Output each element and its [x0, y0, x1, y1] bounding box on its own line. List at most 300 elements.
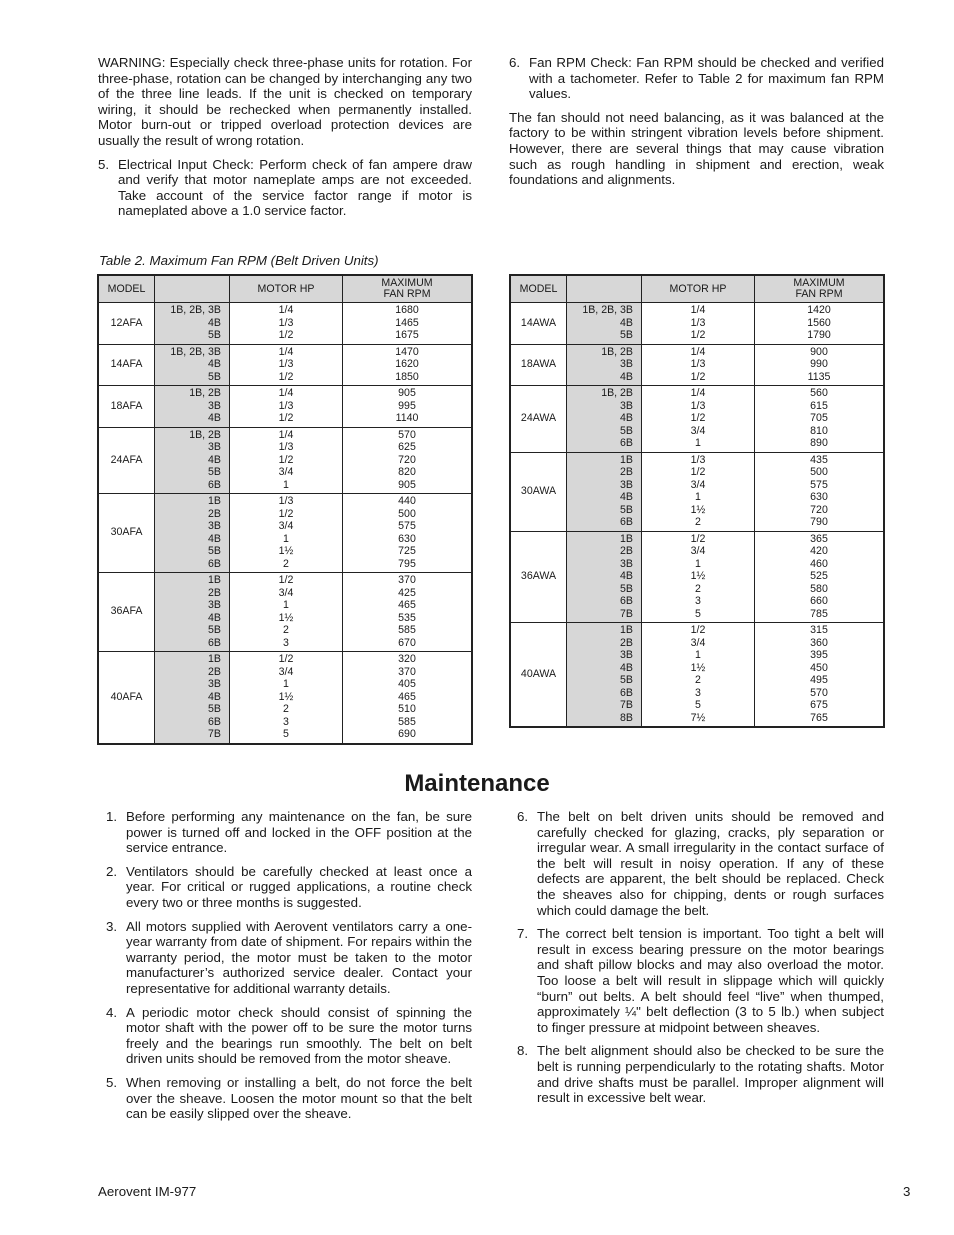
motor-cell-value: 5B — [620, 503, 633, 516]
rpm-cell — [343, 573, 472, 652]
motor-cell — [567, 531, 642, 623]
motor-cell-value: 1B, 2B, 3B — [170, 345, 221, 358]
rpm-cell-value: 420 — [810, 545, 828, 557]
rpm-cell-value: 675 — [810, 699, 828, 711]
motor-cell-value: 5B — [208, 703, 221, 715]
rpm-cell-value: 365 — [810, 532, 828, 545]
hp-cell — [230, 573, 343, 652]
maintenance-item-text: The belt on belt driven units should be removed and carefully checked for glazing, cracks, ply separation or irregular wear. A small irregularity in the contact surface of the belt will result in noisy operation. If any of these defects are apparent, the belt should be replaced. Check the sheaves also for chipping, dents or rough surfaces which could damage the belt. — [537, 809, 884, 918]
hp-cell-value: 3/4 — [278, 586, 294, 599]
motor-cell — [155, 344, 230, 386]
hp-cell-value: 2 — [695, 516, 701, 528]
maintenance-item-text: The correct belt tension is important. Too tight a belt will result in excess bearing pressure on the motor bearings and shaft pillow blocks and may also overload the motor. Too loose a belt will result in slippage which will quickly “burn” out belts. A belt should feel “live” when thumped, approximately ¼" belt deflection (3 to 5 lb.) when subject to finger pressure at midpoint between sheaves. — [537, 926, 884, 1035]
model-cell: 40AWA — [511, 623, 567, 727]
motor-cell-value: 7B — [620, 607, 633, 620]
motor-cell-value: 2B — [208, 507, 221, 520]
hp-cell-value: 1/2 — [690, 466, 706, 478]
rpm-cell-value: 1680 — [395, 304, 419, 316]
rpm-cell — [755, 386, 884, 453]
motor-cell-value: 4B — [208, 611, 221, 624]
motor-cell-value: 4B — [620, 370, 633, 383]
rpm-cell-value: 370 — [398, 574, 416, 586]
item-6-text: Fan RPM Check: Fan RPM should be checked and verified with a tachometer. Refer to Table 2 for maximum fan RPM values. — [529, 55, 884, 102]
motor-cell-value: 3B — [620, 557, 633, 570]
rpm-cell-value: 720 — [398, 453, 416, 466]
motor-cell-value: 1B, 2B — [601, 345, 633, 358]
table-row — [99, 344, 472, 386]
rpm-cell-value: 450 — [810, 661, 828, 674]
hp-cell-value: 1/2 — [278, 370, 294, 383]
rpm-cell — [343, 303, 472, 345]
hp-cell-value: 2 — [695, 674, 701, 686]
model-cell: 36AFA — [99, 573, 155, 652]
header-motor — [567, 276, 642, 303]
rpm-cell-value: 1135 — [807, 370, 831, 383]
maintenance-item — [106, 1005, 472, 1067]
table-row — [511, 452, 884, 531]
rpm-cell-value: 460 — [810, 557, 828, 570]
rpm-cell-value: 465 — [398, 690, 416, 703]
motor-cell-value: 1B — [620, 453, 633, 466]
hp-cell — [642, 452, 755, 531]
rpm-cell-value: 320 — [398, 653, 416, 665]
motor-cell-value: 2B — [208, 665, 221, 678]
motor-cell — [155, 427, 230, 494]
maintenance-item-text: The belt alignment should also be checked to be sure the belt is running perpendicularly to the rotating shafts. Motor and drive shafts must be parallel. Improper alignment will result in excessive belt wear. — [537, 1043, 884, 1106]
hp-cell-value: 1/3 — [278, 441, 294, 453]
motor-cell-value: 5B — [208, 545, 221, 557]
hp-cell-value: 5 — [283, 728, 289, 740]
rpm-cell — [755, 303, 884, 345]
motor-cell-value: 5B — [620, 424, 633, 437]
header-motor — [155, 276, 230, 303]
item-5 — [98, 157, 472, 219]
top-right-column — [509, 55, 884, 188]
motor-cell-value: 5B — [620, 329, 633, 341]
table-row — [99, 386, 472, 428]
hp-cell-value: 1/2 — [278, 574, 294, 586]
hp-cell-value: 3 — [695, 686, 701, 699]
hp-cell-value: 3/4 — [278, 665, 294, 678]
maintenance-item — [517, 809, 884, 918]
top-left-column — [98, 55, 472, 219]
header-max-line1: MAXIMUM — [793, 277, 845, 289]
hp-cell-value: 3/4 — [278, 466, 294, 478]
maintenance-item-text: When removing or installing a belt, do not force the belt over the sheave. Loosen the motor mount so that the belt can be easily slipped over the sheave. — [126, 1074, 472, 1122]
rpm-table-left — [98, 275, 472, 744]
hp-cell-value: 5 — [695, 607, 701, 620]
maintenance-item-text: Before performing any maintenance on the fan, be sure power is turned off and locked in the OFF position at the service entrance. — [126, 809, 472, 856]
rpm-cell-value: 570 — [810, 686, 828, 699]
hp-cell-value: 1/2 — [278, 412, 294, 424]
motor-cell — [567, 303, 642, 345]
hp-cell — [230, 386, 343, 428]
rpm-cell-value: 580 — [810, 582, 828, 595]
hp-cell-value: 3 — [695, 595, 701, 607]
motor-cell-value: 6B — [208, 636, 221, 649]
model-cell: 30AWA — [511, 452, 567, 531]
hp-cell-value: 3/4 — [690, 478, 706, 491]
hp-cell-value: 1½ — [690, 503, 706, 516]
hp-cell-value: 1/3 — [690, 316, 706, 329]
hp-cell-value: 1 — [283, 599, 289, 611]
motor-cell-value: 4B — [208, 412, 221, 424]
rpm-cell-value: 1675 — [395, 329, 419, 341]
hp-cell — [230, 652, 343, 744]
hp-cell — [642, 623, 755, 727]
model-cell: 18AWA — [511, 344, 567, 386]
table-row — [511, 386, 884, 453]
rpm-cell-value: 810 — [810, 424, 828, 437]
rpm-cell-value: 820 — [398, 466, 416, 478]
table-row — [511, 623, 884, 727]
table-row — [511, 344, 884, 386]
table-row — [99, 427, 472, 494]
hp-cell-value: 3/4 — [690, 636, 706, 649]
model-cell: 24AFA — [99, 427, 155, 494]
motor-cell — [567, 386, 642, 453]
hp-cell-value: 3 — [283, 636, 289, 649]
maintenance-right-column — [517, 809, 884, 1114]
hp-cell-value: 1 — [283, 678, 289, 690]
motor-cell-value: 4B — [620, 412, 633, 424]
motor-cell-value: 2B — [620, 545, 633, 557]
table-row — [99, 494, 472, 573]
rpm-cell-value: 1790 — [807, 329, 831, 341]
maintenance-item-number: 1. — [106, 809, 118, 824]
rpm-cell — [343, 494, 472, 573]
motor-cell-value: 1B — [620, 624, 633, 636]
hp-cell-value: 1½ — [278, 545, 294, 557]
hp-cell-value: 1/3 — [278, 495, 294, 507]
hp-cell-value: 3 — [283, 715, 289, 728]
hp-cell-value: 1/2 — [690, 532, 706, 545]
motor-cell-value: 3B — [208, 599, 221, 611]
rpm-cell-value: 705 — [810, 412, 828, 424]
rpm-cell-value: 995 — [398, 399, 416, 412]
hp-cell-value: 1 — [695, 437, 701, 449]
rpm-cell-value: 1140 — [395, 412, 419, 424]
motor-cell-value: 7B — [208, 728, 221, 740]
rpm-cell-value: 900 — [810, 345, 828, 358]
header-max-rpm — [755, 276, 884, 303]
rpm-cell-value: 660 — [810, 595, 828, 607]
model-cell: 18AFA — [99, 386, 155, 428]
motor-cell-value: 2B — [208, 586, 221, 599]
motor-cell-value: 1B — [620, 532, 633, 545]
rpm-cell — [343, 427, 472, 494]
rpm-cell — [755, 531, 884, 623]
hp-cell-value: 1/3 — [278, 316, 294, 329]
hp-cell-value: 1/3 — [690, 358, 706, 370]
rpm-cell — [755, 623, 884, 727]
hp-cell-value: 1/4 — [278, 304, 294, 316]
hp-cell-value: 1/2 — [278, 329, 294, 341]
hp-cell-value: 1/3 — [690, 399, 706, 412]
rpm-cell-value: 790 — [810, 516, 828, 528]
item-6-number: 6. — [509, 55, 521, 70]
hp-cell-value: 2 — [283, 624, 289, 636]
motor-cell-value: 4B — [208, 316, 221, 329]
maintenance-item-number: 5. — [106, 1074, 118, 1090]
motor-cell-value: 4B — [620, 491, 633, 503]
motor-cell-value: 1B, 2B, 3B — [170, 304, 221, 316]
header-max-line2: FAN RPM — [383, 288, 431, 300]
motor-cell-value: 1B — [208, 653, 221, 665]
maintenance-item — [517, 1043, 884, 1105]
rpm-cell-value: 500 — [398, 507, 416, 520]
hp-cell-value: 1/4 — [690, 387, 706, 399]
rpm-cell-value: 795 — [398, 557, 416, 570]
rpm-cell-value: 690 — [398, 728, 416, 740]
motor-cell-value: 3B — [620, 649, 633, 661]
maintenance-item — [106, 809, 472, 856]
motor-cell-value: 6B — [620, 516, 633, 528]
table-row — [99, 303, 472, 345]
motor-cell-value: 5B — [208, 370, 221, 383]
header-motor-hp: MOTOR HP — [230, 276, 343, 303]
hp-cell — [642, 344, 755, 386]
hp-cell — [230, 303, 343, 345]
hp-cell-value: 1/2 — [690, 370, 706, 383]
maintenance-item — [106, 919, 472, 997]
header-model: MODEL — [511, 276, 567, 303]
motor-cell-value: 6B — [208, 478, 221, 491]
rpm-cell-value: 395 — [810, 649, 828, 661]
motor-cell-value: 1B, 2B — [189, 428, 221, 441]
motor-cell-value: 6B — [620, 437, 633, 449]
model-cell: 14AFA — [99, 344, 155, 386]
rpm-cell-value: 785 — [810, 607, 828, 620]
table-row — [511, 303, 884, 345]
maintenance-item-number: 7. — [517, 926, 529, 942]
maintenance-item-number: 2. — [106, 863, 118, 879]
maintenance-item-text: All motors supplied with Aerovent ventilators carry a one-year warranty from date of shipment. For repairs within the warranty period, the motor must be taken to the motor manufacturer’s authorized service dealer. Contact your representative for additional warranty details. — [126, 918, 472, 996]
maintenance-item — [517, 926, 884, 1035]
motor-cell-value: 1B, 2B — [601, 387, 633, 399]
balancing-paragraph: The fan should not need balancing, as it was balanced at the factory to be within stringent vibration levels before shipment. However, there are several things that may cause vibration such as rough handling in shipment and erection, weak foundations and alignments. — [509, 109, 884, 188]
rpm-cell-value: 1465 — [395, 316, 419, 329]
hp-cell-value: 5 — [695, 699, 701, 711]
hp-cell-value: 1/2 — [690, 624, 706, 636]
hp-cell-value: 1 — [695, 649, 701, 661]
model-cell: 40AFA — [99, 652, 155, 744]
hp-cell-value: 1/3 — [278, 399, 294, 412]
hp-cell — [642, 303, 755, 345]
hp-cell-value: 1/2 — [278, 507, 294, 520]
rpm-cell-value: 575 — [398, 520, 416, 532]
motor-cell-value: 8B — [620, 711, 633, 724]
motor-cell — [155, 494, 230, 573]
header-max-rpm — [343, 276, 472, 303]
hp-cell-value: 2 — [283, 703, 289, 715]
rpm-cell-value: 440 — [398, 495, 416, 507]
motor-cell — [567, 623, 642, 727]
motor-cell-value: 5B — [208, 466, 221, 478]
hp-cell — [230, 494, 343, 573]
motor-cell — [155, 303, 230, 345]
item-6 — [509, 55, 884, 102]
rpm-cell-value: 990 — [810, 358, 828, 370]
rpm-cell-value: 720 — [810, 503, 828, 516]
motor-cell-value: 5B — [620, 674, 633, 686]
hp-cell-value: 1/2 — [278, 453, 294, 466]
motor-cell-value: 4B — [208, 453, 221, 466]
rpm-cell — [343, 344, 472, 386]
rpm-cell-value: 585 — [398, 624, 416, 636]
hp-cell — [230, 344, 343, 386]
rpm-cell-value: 570 — [398, 428, 416, 441]
table-row — [511, 531, 884, 623]
warning-paragraph: WARNING: Especially check three-phase units for rotation. For three-phase, rotation can be changed by interchanging any two of the three line leads. If the unit is checked on temporary wiring, it should be rechecked when permanently installed. Motor burn-out or tripped overload protection devices are usually the result of wrong rotation. — [98, 55, 472, 148]
rpm-table-right — [510, 275, 884, 727]
rpm-cell-value: 725 — [398, 545, 416, 557]
rpm-cell-value: 525 — [810, 570, 828, 582]
hp-cell-value: 1½ — [690, 661, 706, 674]
hp-cell-value: 1/4 — [690, 304, 706, 316]
motor-cell-value: 3B — [208, 441, 221, 453]
hp-cell-value: 1½ — [278, 690, 294, 703]
hp-cell-value: 2 — [283, 557, 289, 570]
motor-cell-value: 3B — [620, 399, 633, 412]
rpm-cell-value: 315 — [810, 624, 828, 636]
hp-cell — [642, 386, 755, 453]
header-max-line1: MAXIMUM — [381, 277, 433, 289]
maintenance-heading: Maintenance — [404, 770, 550, 797]
hp-cell-value: 1½ — [278, 611, 294, 624]
hp-cell-value: 1 — [283, 478, 289, 491]
rpm-cell-value: 630 — [398, 532, 416, 545]
rpm-cell-value: 370 — [398, 665, 416, 678]
hp-cell-value: 1 — [695, 557, 701, 570]
hp-cell-value: 1/4 — [690, 345, 706, 358]
maintenance-item-text: Ventilators should be carefully checked at least once a year. For critical or rugged applications, a routine check every two or three months is suggested. — [126, 863, 472, 910]
motor-cell-value: 4B — [208, 358, 221, 370]
motor-cell — [155, 386, 230, 428]
maintenance-left-column — [106, 809, 472, 1130]
rpm-cell — [755, 344, 884, 386]
maintenance-item — [106, 1075, 472, 1122]
rpm-cell-value: 905 — [398, 478, 416, 491]
maintenance-item-number: 6. — [517, 809, 529, 824]
motor-cell-value: 5B — [620, 582, 633, 595]
motor-cell-value: 6B — [208, 557, 221, 570]
header-motor-hp: MOTOR HP — [642, 276, 755, 303]
hp-cell-value: 3/4 — [278, 520, 294, 532]
motor-cell-value: 4B — [620, 570, 633, 582]
rpm-cell-value: 500 — [810, 466, 828, 478]
motor-cell-value: 3B — [208, 678, 221, 690]
maintenance-item-number: 3. — [106, 918, 118, 934]
rpm-cell-value: 765 — [810, 711, 828, 724]
hp-cell-value: 1/2 — [278, 653, 294, 665]
hp-cell-value: 2 — [695, 582, 701, 595]
motor-cell-value: 3B — [208, 399, 221, 412]
rpm-cell — [343, 652, 472, 744]
rpm-cell-value: 575 — [810, 478, 828, 491]
rpm-cell-value: 535 — [398, 611, 416, 624]
motor-cell-value: 3B — [620, 478, 633, 491]
footer-doc-id: Aerovent IM-977 — [98, 1184, 197, 1199]
table-row — [99, 573, 472, 652]
rpm-cell-value: 465 — [398, 599, 416, 611]
hp-cell-value: 1 — [283, 532, 289, 545]
motor-cell — [155, 573, 230, 652]
model-cell: 30AFA — [99, 494, 155, 573]
motor-cell-value: 1B — [208, 574, 221, 586]
hp-cell-value: 3/4 — [690, 424, 706, 437]
motor-cell-value: 6B — [620, 686, 633, 699]
rpm-cell-value: 435 — [810, 453, 828, 466]
model-cell: 24AWA — [511, 386, 567, 453]
motor-cell-value: 1B, 2B, 3B — [582, 304, 633, 316]
motor-cell-value: 5B — [208, 624, 221, 636]
footer-page-number: 3 — [903, 1184, 911, 1199]
hp-cell-value: 1 — [695, 491, 701, 503]
motor-cell-value: 3B — [208, 520, 221, 532]
hp-cell-value: 1/3 — [278, 358, 294, 370]
hp-cell-value: 1½ — [690, 570, 706, 582]
rpm-cell-value: 1560 — [807, 316, 831, 329]
table-caption: Table 2. Maximum Fan RPM (Belt Driven Units) — [99, 253, 379, 268]
rpm-cell-value: 890 — [810, 437, 828, 449]
rpm-cell — [343, 386, 472, 428]
model-cell: 14AWA — [511, 303, 567, 345]
item-5-text: Electrical Input Check: Perform check of fan ampere draw and verify that motor nameplate amps are not exceeded. Take account of the service factor range if motor is nameplated above a 1.0 service factor. — [118, 156, 472, 219]
motor-cell-value: 6B — [620, 595, 633, 607]
hp-cell-value: 1/2 — [690, 329, 706, 341]
model-cell: 12AFA — [99, 303, 155, 345]
rpm-cell-value: 1470 — [395, 345, 419, 358]
hp-cell-value: 3/4 — [690, 545, 706, 557]
motor-cell-value: 3B — [620, 358, 633, 370]
rpm-cell-value: 585 — [398, 715, 416, 728]
motor-cell-value: 4B — [620, 316, 633, 329]
hp-cell-value: 7½ — [690, 711, 706, 724]
hp-cell — [230, 427, 343, 494]
motor-cell-value: 1B, 2B — [189, 387, 221, 399]
item-5-number: 5. — [98, 156, 110, 172]
rpm-cell-value: 1620 — [395, 358, 419, 370]
rpm-cell-value: 405 — [398, 678, 416, 690]
rpm-cell-value: 625 — [398, 441, 416, 453]
model-cell: 36AWA — [511, 531, 567, 623]
rpm-cell-value: 670 — [398, 636, 416, 649]
motor-cell-value: 4B — [208, 532, 221, 545]
motor-cell-value: 4B — [620, 661, 633, 674]
rpm-cell-value: 560 — [810, 387, 828, 399]
motor-cell-value: 4B — [208, 690, 221, 703]
header-max-line2: FAN RPM — [795, 288, 843, 300]
rpm-cell-value: 1420 — [807, 304, 831, 316]
hp-cell-value: 1/4 — [278, 387, 294, 399]
rpm-cell-value: 1850 — [395, 370, 419, 383]
hp-cell-value: 1/3 — [690, 453, 706, 466]
motor-cell-value: 7B — [620, 699, 633, 711]
motor-cell-value: 6B — [208, 715, 221, 728]
rpm-cell-value: 630 — [810, 491, 828, 503]
motor-cell — [155, 652, 230, 744]
rpm-cell-value: 905 — [398, 387, 416, 399]
hp-cell-value: 1/4 — [278, 428, 294, 441]
rpm-cell-value: 495 — [810, 674, 828, 686]
motor-cell-value: 2B — [620, 636, 633, 649]
motor-cell-value: 1B — [208, 495, 221, 507]
rpm-cell-value: 510 — [398, 703, 416, 715]
motor-cell-value: 2B — [620, 466, 633, 478]
rpm-cell-value: 425 — [398, 586, 416, 599]
rpm-cell-value: 360 — [810, 636, 828, 649]
